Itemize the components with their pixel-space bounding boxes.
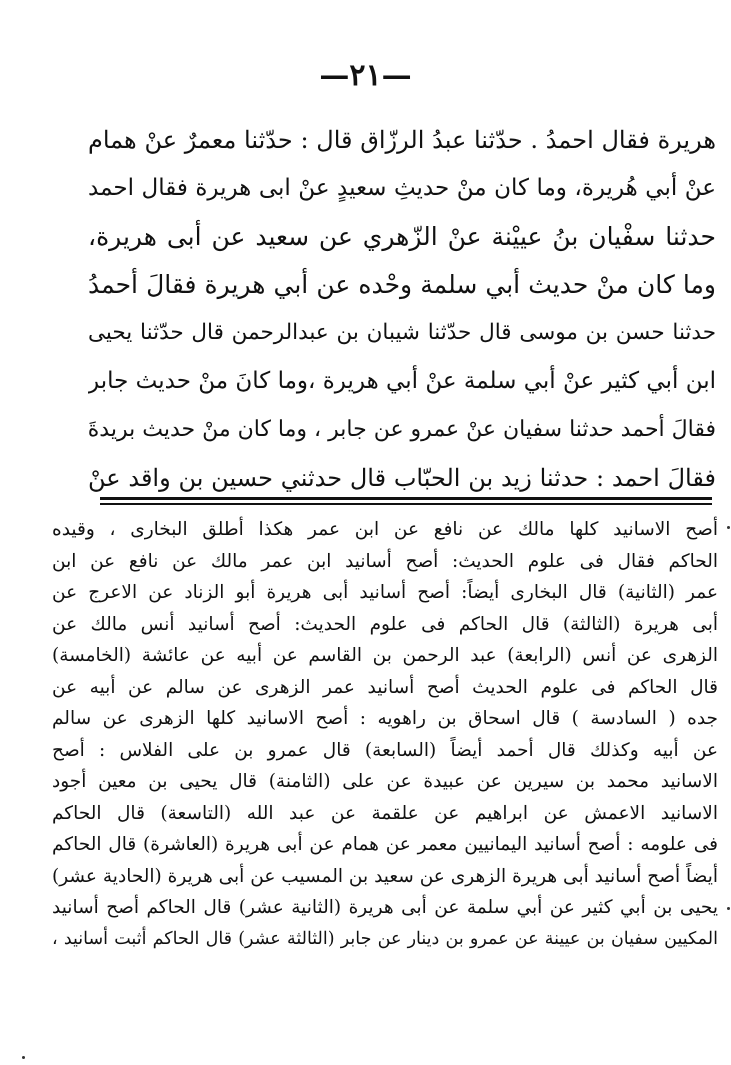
footnote-line: أبى هريرة (الثالثة) قال الحاكم فى علوم الحديث: أصح أسانيد أنس مالك عن <box>52 613 718 635</box>
main-text-line: حدثنا حسن بن موسى قال حدّثنا شيبان بن عبدالرحمن قال حدّثنا يحيى <box>88 320 716 346</box>
footnote-line: يحيى بن أبي كثير عن أبي سلمة عن أبى هريرة (الثانية عشر) قال الحاكم أصح أسانيد <box>52 897 718 918</box>
scan-speck <box>727 907 730 910</box>
footnote-line: الاسانيد محمد بن سيرين عن عبيدة عن على (الثامنة) قال يحيى بن معين أجود <box>52 771 718 792</box>
separator-rule <box>100 503 712 506</box>
page-number: —٢١— <box>319 58 412 93</box>
main-text-line: عنْ أبي هُريرة، وما كان منْ حديثِ سعيدٍ عنْ ابى هريرة فقال احمد <box>88 175 716 202</box>
footnote-line: قال الحاكم فى علوم الحديث أصح أسانيد عمر الزهرى عن سالم عن أبيه عن <box>52 676 718 698</box>
main-text-line: هريرة فقال احمدُ . حدّثنا عبدُ الرزّاق قال : حدّثنا معمرٌ عنْ همام <box>88 126 716 154</box>
separator-rule <box>100 497 712 500</box>
footnote-line: الاسانيد الاعمش عن ابراهيم عن علقمة عن عبد الله (التاسعة) قال الحاكم <box>52 802 718 824</box>
footnote-separator <box>100 497 712 508</box>
scan-speck <box>727 526 730 529</box>
main-text-line: حدثنا سفْيان بنُ عييْنة عنْ الزّهري عن سعيد عن أبى هريرة، <box>88 221 716 251</box>
footnote-line: المكيين سفيان بن عيينة عن عمرو بن دينار عن جابر (الثالثة عشر) قال الحاكم أثبت أسانيد ، <box>52 928 718 949</box>
main-text-line: فقالَ أحمد حدثنا سفيان عنْ عمرو عن جابر ، وما كان منْ حديث بريدةَ <box>88 416 716 442</box>
main-text-line: فقالَ احمد : حدثنا زيد بن الحبّاب قال حدثني حسين بن واقد عنْ <box>88 464 716 493</box>
scan-speck <box>22 1056 25 1059</box>
footnote-line: جده ( السادسة ) قال اسحاق بن راهويه : أصح الاسانيد كلها الزهرى عن سالم <box>52 708 718 729</box>
main-text-line: ابن أبي كثير عنْ أبي سلمة عنْ أبي هريرة ،وما كانَ منْ حديث جابر <box>88 368 716 395</box>
footnotes <box>52 514 718 955</box>
main-text-line: وما كان منْ حديث أبي سلمة وحْده عن أبي هريرة فقالَ أحمدُ <box>88 269 716 299</box>
footnote-line: عمر (الثانية) قال البخارى أيضاً: أصح أسانيد أبى هريرة أبو الزناد عن الاعرج عن <box>52 582 718 603</box>
footnote-line: الحاكم فقال فى علوم الحديث: أصح أسانيد ابن عمر مالك عن نافع عن ابن <box>52 550 718 572</box>
footnote-line: فى علومه : أصح أسانيد اليمانيين معمر عن همام عن أبى هريرة (العاشرة) قال الحاكم <box>52 834 718 855</box>
main-text <box>88 116 716 502</box>
footnote-line: الزهرى عن أنس (الرابعة) عبد الرحمن بن القاسم عن أبيه عن عائشة (الخامسة) <box>52 645 718 666</box>
footnote-line: عن أبيه وكذلك قال أحمد أيضاً (السابعة) قال عمرو بن على الفلاس : أصح <box>52 739 718 761</box>
footnote-line: أصح الاسانيد كلها مالك عن نافع عن ابن عمر هكذا أطلق البخارى ، وقيده <box>52 519 718 540</box>
footnote-line: أيضاً أصح أسانيد أبى هريرة الزهرى عن سعيد بن المسيب عن أبى هريرة (الحادية عشر) <box>52 865 718 887</box>
